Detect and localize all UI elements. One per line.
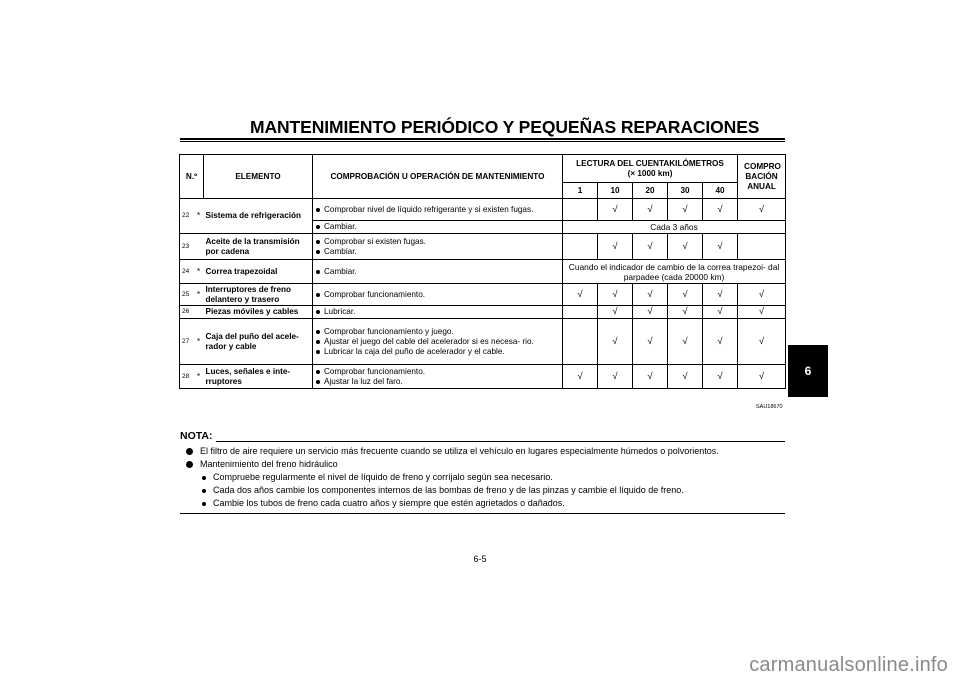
row-star xyxy=(194,306,204,319)
odometer-40: 40 xyxy=(703,183,738,199)
row-element: Correa trapezoidal xyxy=(204,260,313,284)
check-mark xyxy=(563,319,598,365)
table-row xyxy=(180,319,786,365)
row-number: 28 xyxy=(180,365,194,389)
row-number: 24 xyxy=(180,260,194,284)
check-mark: √ xyxy=(738,319,786,365)
table-row xyxy=(180,284,786,306)
note-header xyxy=(180,430,785,442)
watermark: carmanualsonline.info xyxy=(749,654,948,676)
row-element: Sistema de refrigeración xyxy=(204,199,313,234)
check-mark: √ xyxy=(738,306,786,319)
check-mark: √ xyxy=(668,306,703,319)
note-list xyxy=(180,445,785,510)
row-number: 23 xyxy=(180,234,194,260)
chapter-tab: 6 xyxy=(788,345,828,397)
check-mark xyxy=(563,306,598,319)
operation-item: Lubricar. xyxy=(315,307,560,317)
check-mark: √ xyxy=(598,365,633,389)
row-star: * xyxy=(194,284,204,306)
check-mark: √ xyxy=(598,319,633,365)
check-mark: √ xyxy=(633,306,668,319)
check-mark: √ xyxy=(738,284,786,306)
check-mark: √ xyxy=(633,319,668,365)
title-rule-thin xyxy=(180,141,785,142)
check-mark: √ xyxy=(738,199,786,221)
reference-code: SAU18670 xyxy=(756,404,783,410)
header-operation: COMPROBACIÓN U OPERACIÓN DE MANTENIMIENTO xyxy=(313,155,563,199)
note-subitem: Compruebe regularmente el nivel de líquido de freno y corríjalo según sea necesario. xyxy=(180,471,785,484)
row-operation xyxy=(313,234,563,260)
check-mark xyxy=(563,234,598,260)
check-mark: √ xyxy=(598,306,633,319)
check-mark: √ xyxy=(668,199,703,221)
row-operation xyxy=(313,306,563,319)
page-title: MANTENIMIENTO PERIÓDICO Y PEQUEÑAS REPARACIONES xyxy=(250,117,760,137)
check-mark: √ xyxy=(703,234,738,260)
note-subitem: Cada dos años cambie los componentes internos de las bombas de freno y de las pinzas y cambie el líquido de freno. xyxy=(180,484,785,497)
check-mark xyxy=(738,234,786,260)
check-mark: √ xyxy=(668,319,703,365)
row-star: * xyxy=(194,199,204,234)
row-star: * xyxy=(194,260,204,284)
odometer-30: 30 xyxy=(668,183,703,199)
table-row xyxy=(180,306,786,319)
page-number: 6-5 xyxy=(473,554,487,564)
operation-item: Cambiar. xyxy=(315,267,560,277)
interval-note: Cuando el indicador de cambio de la correa trapezoi- dal parpadee (cada 20000 km) xyxy=(563,260,786,284)
check-mark: √ xyxy=(703,365,738,389)
odometer-20: 20 xyxy=(633,183,668,199)
row-element: Aceite de la transmisión por cadena xyxy=(204,234,313,260)
row-operation xyxy=(313,319,563,365)
check-mark: √ xyxy=(668,234,703,260)
check-mark: √ xyxy=(598,284,633,306)
row-element: Luces, señales e inte- rruptores xyxy=(204,365,313,389)
check-mark: √ xyxy=(703,319,738,365)
odometer-1: 1 xyxy=(563,183,598,199)
header-odometer-line1: LECTURA DEL CUENTAKILÓMETROS xyxy=(576,158,724,168)
table-row xyxy=(180,260,786,284)
check-mark: √ xyxy=(633,234,668,260)
header-annual: COMPRO BACIÓN ANUAL xyxy=(738,155,786,199)
row-operation xyxy=(313,199,563,221)
check-mark: √ xyxy=(598,199,633,221)
operation-item: Comprobar nivel de líquido refrigerante y si existen fugas. xyxy=(315,205,560,215)
header-odometer-line2: (× 1000 km) xyxy=(627,168,673,178)
check-mark: √ xyxy=(668,365,703,389)
row-star: * xyxy=(194,365,204,389)
check-mark: √ xyxy=(563,365,598,389)
operation-item: Comprobar funcionamiento y juego. xyxy=(315,327,560,337)
note-box xyxy=(180,430,785,514)
row-number: 25 xyxy=(180,284,194,306)
check-mark: √ xyxy=(668,284,703,306)
operation-item: Comprobar funcionamiento. xyxy=(315,367,560,377)
maintenance-table xyxy=(179,154,786,389)
operation-item: Ajustar la luz del faro. xyxy=(315,377,560,387)
row-number: 26 xyxy=(180,306,194,319)
note-item: El filtro de aire requiere un servicio más frecuente cuando se utiliza el vehículo en lugares especialmente húmedos o polvorientos. xyxy=(180,445,785,458)
check-mark: √ xyxy=(633,199,668,221)
check-mark xyxy=(563,199,598,221)
operation-item: Cambiar. xyxy=(315,222,560,232)
row-operation xyxy=(313,221,563,234)
row-star xyxy=(194,234,204,260)
interval-note: Cada 3 años xyxy=(563,221,786,234)
row-star: * xyxy=(194,319,204,365)
check-mark: √ xyxy=(703,284,738,306)
row-element: Piezas móviles y cables xyxy=(204,306,313,319)
table-row xyxy=(180,234,786,260)
check-mark: √ xyxy=(738,365,786,389)
row-element: Caja del puño del acele- rador y cable xyxy=(204,319,313,365)
row-operation xyxy=(313,260,563,284)
note-rule xyxy=(216,432,785,442)
check-mark: √ xyxy=(633,284,668,306)
note-label: NOTA: xyxy=(180,430,213,442)
row-element: Interruptores de freno delantero y trasero xyxy=(204,284,313,306)
table-row xyxy=(180,365,786,389)
header-element: ELEMENTO xyxy=(204,155,313,199)
table-row xyxy=(180,199,786,221)
header-odometer xyxy=(563,155,738,183)
check-mark: √ xyxy=(703,306,738,319)
check-mark: √ xyxy=(703,199,738,221)
check-mark: √ xyxy=(563,284,598,306)
row-number: 27 xyxy=(180,319,194,365)
row-operation xyxy=(313,284,563,306)
operation-item: Cambiar. xyxy=(315,247,560,257)
operation-item: Ajustar el juego del cable del acelerador si es necesa- rio. xyxy=(315,337,560,347)
note-bottom-rule xyxy=(180,513,785,514)
operation-item: Comprobar funcionamiento. xyxy=(315,290,560,300)
operation-item: Lubricar la caja del puño de acelerador y el cable. xyxy=(315,347,560,357)
title-rule xyxy=(180,138,785,140)
note-subitem: Cambie los tubos de freno cada cuatro años y siempre que estén agrietados o dañados. xyxy=(180,497,785,510)
row-number: 22 xyxy=(180,199,194,234)
row-operation xyxy=(313,365,563,389)
header-no: N.º xyxy=(180,155,204,199)
check-mark: √ xyxy=(598,234,633,260)
operation-item: Comprobar si existen fugas. xyxy=(315,237,560,247)
check-mark: √ xyxy=(633,365,668,389)
note-item: Mantenimiento del freno hidráulico xyxy=(180,458,785,471)
odometer-10: 10 xyxy=(598,183,633,199)
